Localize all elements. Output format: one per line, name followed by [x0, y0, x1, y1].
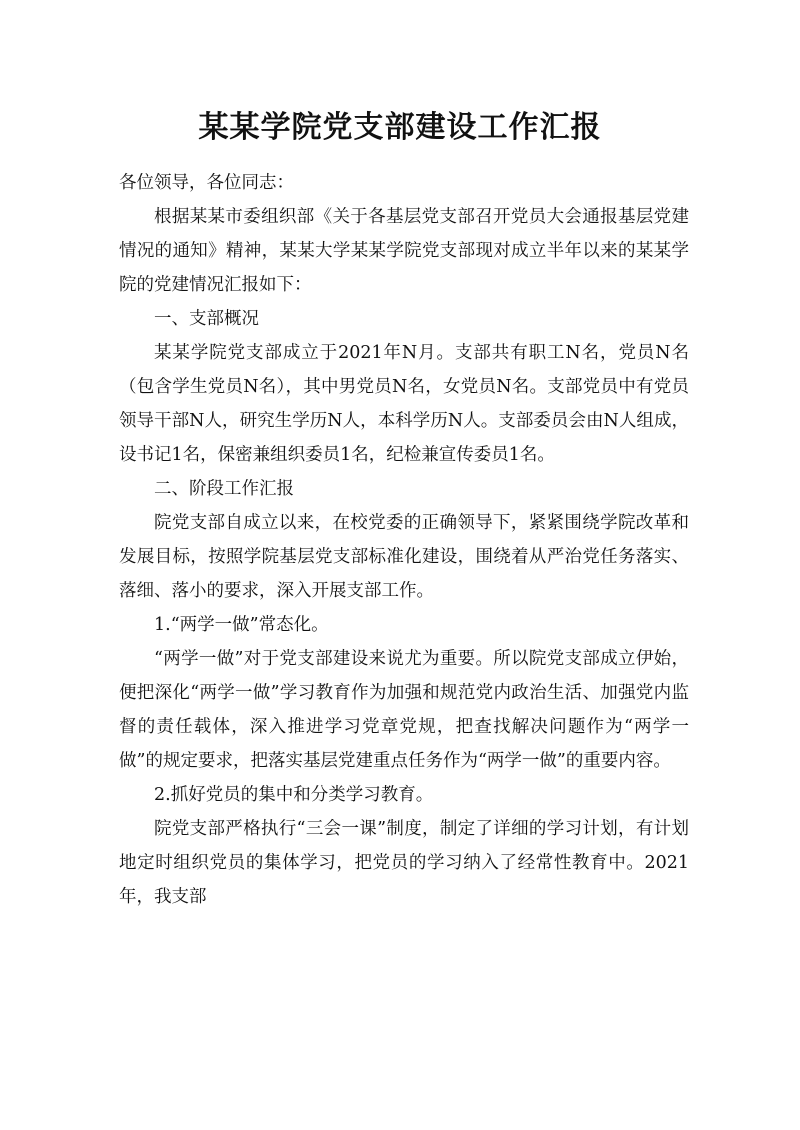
document-body: [119, 166, 689, 914]
subheading-two-studies: 1.“两学一做”常态化。: [154, 615, 329, 635]
intro-paragraph: 根据某某市委组织部《关于各基层党支部召开党员大会通报基层党建情况的通知》精神，某某大学某某学院党支部现对成立半年以来的某某学院的党建情况汇报如下：: [119, 207, 689, 295]
salutation-paragraph: 各位领导，各位同志：: [119, 173, 294, 193]
two-studies-paragraph: “两学一做”对于党支部建设来说尤为重要。所以院党支部成立伊始，便把深化“两学一做”学习教育作为加强和规范党内政治生活、加强党内监督的责任载体，深入推进学习党章党规，把查找解决问题作为“两学一做”的规定要求，把落实基层党建重点任务作为“两学一做”的重要内容。: [119, 649, 689, 771]
member-education-paragraph: 院党支部严格执行“三会一课”制度，制定了详细的学习计划，有计划地定时组织党员的集体学习，把党员的学习纳入了经常性教育中。2021年，我支部: [119, 819, 689, 907]
overview-paragraph: 某某学院党支部成立于2021年N月。支部共有职工N名，党员N名（包含学生党员N名），其中男党员N名，女党员N名。支部党员中有党员领导干部N人，研究生学历N人，本科学历N人。支部委员会由N人组成，设书记1名，保密兼组织委员1名，纪检兼宣传委员1名。: [119, 343, 689, 465]
subheading-member-education: 2.抓好党员的集中和分类学习教育。: [154, 785, 434, 805]
work-report-paragraph: 院党支部自成立以来，在校党委的正确领导下，紧紧围绕学院改革和发展目标，按照学院基层党支部标准化建设，围绕着从严治党任务落实、落细、落小的要求，深入开展支部工作。: [119, 513, 689, 601]
section-heading-work-report: 二、阶段工作汇报: [154, 479, 294, 499]
document-title: 某某学院党支部建设工作汇报: [198, 110, 602, 145]
section-heading-overview: 一、支部概况: [154, 309, 259, 329]
